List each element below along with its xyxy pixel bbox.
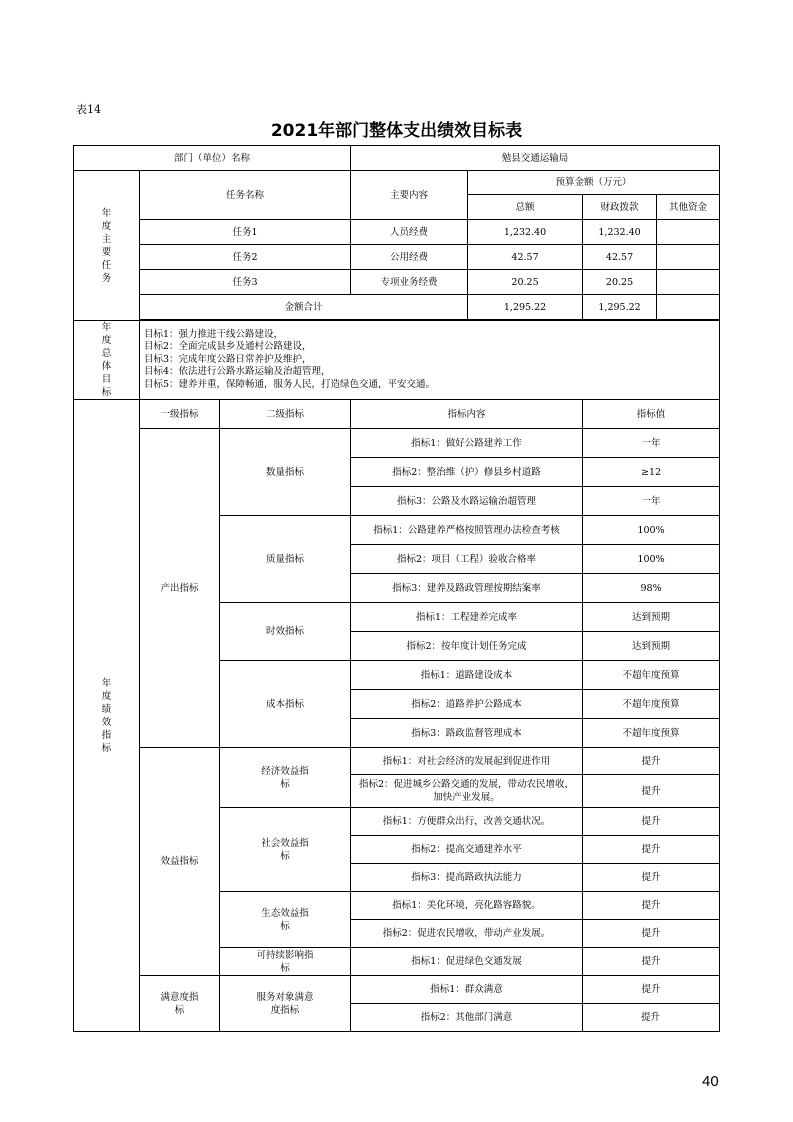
indicator-value: 提升 bbox=[583, 808, 720, 836]
goal-item: 目标3：完成年度公路日常养护及维护， bbox=[144, 353, 312, 365]
goal-item: 目标1：强力推进干线公路建设， bbox=[144, 328, 284, 340]
indicator-content: 指标3：提高路政执法能力 bbox=[351, 864, 583, 892]
indicator-value: 不超年度预算 bbox=[583, 719, 720, 748]
sum-label: 金额合计 bbox=[140, 295, 468, 320]
l2-social: 社会效益指标 bbox=[220, 808, 351, 892]
col-budget: 预算金额（万元） bbox=[468, 171, 720, 195]
indicator-value: 提升 bbox=[583, 836, 720, 864]
goals-section-label: 年度总体目标 bbox=[74, 321, 140, 400]
table-row bbox=[74, 245, 720, 270]
indicator-content: 指标2：道路养护公路成本 bbox=[351, 690, 583, 719]
task-fiscal: 42.57 bbox=[583, 245, 657, 270]
sum-total: 1,295.22 bbox=[468, 295, 583, 320]
task-other bbox=[657, 220, 720, 245]
dept-label: 部门（单位）名称 bbox=[74, 146, 351, 171]
indicator-content: 指标2：整治维（护）修县乡村道路 bbox=[351, 458, 583, 487]
indicator-value: 提升 bbox=[583, 775, 720, 808]
task-name: 任务1 bbox=[140, 220, 351, 245]
page-title: 2021年部门整体支出绩效目标表 bbox=[270, 121, 523, 141]
indicator-value: 不超年度预算 bbox=[583, 661, 720, 690]
table-row bbox=[74, 976, 720, 1004]
indicator-content: 指标1：工程建养完成率 bbox=[351, 603, 583, 632]
task-fiscal: 20.25 bbox=[583, 270, 657, 295]
goal-item: 目标5：建养并重，保障畅通，服务人民，打造绿色交通，平安交通。 bbox=[144, 378, 436, 390]
indicator-value: 一年 bbox=[583, 487, 720, 516]
indicator-value: 提升 bbox=[583, 748, 720, 775]
indicator-value: 达到预期 bbox=[583, 632, 720, 661]
col-task-name: 任务名称 bbox=[140, 171, 351, 220]
task-content: 公用经费 bbox=[351, 245, 468, 270]
col-indicator-value: 指标值 bbox=[583, 400, 720, 429]
indicator-value: 提升 bbox=[583, 948, 720, 976]
indicator-content: 指标2：按年度计划任务完成 bbox=[351, 632, 583, 661]
indicator-value: 一年 bbox=[583, 429, 720, 458]
indicator-content: 指标1：方便群众出行，改善交通状况。 bbox=[351, 808, 583, 836]
indicators-section-label: 年度绩效指标 bbox=[74, 400, 140, 1032]
indicator-value: 提升 bbox=[583, 976, 720, 1004]
l1-output: 产出指标 bbox=[140, 429, 220, 748]
table-row bbox=[74, 748, 720, 775]
indicator-value: 100% bbox=[583, 545, 720, 574]
indicator-value: 100% bbox=[583, 516, 720, 545]
sum-other bbox=[657, 295, 720, 320]
task-total: 1,232.40 bbox=[468, 220, 583, 245]
indicator-content: 指标1：做好公路建养工作 bbox=[351, 429, 583, 458]
l2-timeliness: 时效指标 bbox=[220, 603, 351, 661]
task-content: 专项业务经费 bbox=[351, 270, 468, 295]
l2-cost: 成本指标 bbox=[220, 661, 351, 748]
indicator-value: 达到预期 bbox=[583, 603, 720, 632]
indicator-content: 指标3：建养及路政管理按期结案率 bbox=[351, 574, 583, 603]
l2-sustain: 可持续影响指标 bbox=[220, 948, 351, 976]
indicator-content: 指标3：路政监督管理成本 bbox=[351, 719, 583, 748]
task-content: 人员经费 bbox=[351, 220, 468, 245]
col-indicator-content: 指标内容 bbox=[351, 400, 583, 429]
l2-quality: 质量指标 bbox=[220, 516, 351, 603]
indicator-value: 提升 bbox=[583, 920, 720, 948]
l1-satisfaction: 满意度指标 bbox=[140, 976, 220, 1032]
indicator-content: 指标2：促进城乡公路交通的发展，带动农民增收，加快产业发展。 bbox=[351, 775, 583, 808]
indicator-content: 指标1：群众满意 bbox=[351, 976, 583, 1004]
task-name: 任务3 bbox=[140, 270, 351, 295]
tasks-section-label: 年度主要任务 bbox=[74, 171, 140, 321]
page-number: 40 bbox=[702, 1073, 719, 1090]
indicator-content: 指标3：公路及水路运输治超管理 bbox=[351, 487, 583, 516]
dept-value: 勉县交通运输局 bbox=[351, 146, 720, 171]
task-total: 42.57 bbox=[468, 245, 583, 270]
performance-target-table bbox=[73, 145, 720, 1032]
l1-benefit: 效益指标 bbox=[140, 748, 220, 976]
indicator-content: 指标2：其他部门满意 bbox=[351, 1004, 583, 1032]
goals-text bbox=[140, 321, 720, 400]
task-name: 任务2 bbox=[140, 245, 351, 270]
col-other: 其他资金 bbox=[657, 195, 720, 220]
table-number-label: 表14 bbox=[76, 103, 101, 116]
indicator-value: 98% bbox=[583, 574, 720, 603]
task-other bbox=[657, 245, 720, 270]
indicator-content: 指标1：促进绿色交通发展 bbox=[351, 948, 583, 976]
sum-fiscal: 1,295.22 bbox=[583, 295, 657, 320]
col-level2: 二级指标 bbox=[220, 400, 351, 429]
indicator-value: ≥12 bbox=[583, 458, 720, 487]
indicator-value: 提升 bbox=[583, 1004, 720, 1032]
col-main-content: 主要内容 bbox=[351, 171, 468, 220]
indicator-content: 指标1：对社会经济的发展起到促进作用 bbox=[351, 748, 583, 775]
l2-eco: 生态效益指标 bbox=[220, 892, 351, 948]
goal-item: 目标2：全面完成县乡及通村公路建设， bbox=[144, 341, 312, 353]
sum-row bbox=[74, 295, 720, 320]
indicator-value: 提升 bbox=[583, 864, 720, 892]
indicator-content: 指标2：项目（工程）验收合格率 bbox=[351, 545, 583, 574]
indicator-content: 指标1：道路建设成本 bbox=[351, 661, 583, 690]
table-row bbox=[74, 220, 720, 245]
indicator-content: 指标2：促进农民增收，带动产业发展。 bbox=[351, 920, 583, 948]
indicator-content: 指标2：提高交通建养水平 bbox=[351, 836, 583, 864]
task-fiscal: 1,232.40 bbox=[583, 220, 657, 245]
indicator-content: 指标1：公路建养严格按照管理办法检查考核 bbox=[351, 516, 583, 545]
indicator-value: 提升 bbox=[583, 892, 720, 920]
l2-quantity: 数量指标 bbox=[220, 429, 351, 516]
indicator-value: 不超年度预算 bbox=[583, 690, 720, 719]
table-row bbox=[74, 270, 720, 295]
col-fiscal: 财政拨款 bbox=[583, 195, 657, 220]
task-total: 20.25 bbox=[468, 270, 583, 295]
col-total: 总额 bbox=[468, 195, 583, 220]
l2-economic: 经济效益指标 bbox=[220, 748, 351, 808]
l2-service: 服务对象满意度指标 bbox=[220, 976, 351, 1032]
col-level1: 一级指标 bbox=[140, 400, 220, 429]
task-other bbox=[657, 270, 720, 295]
indicator-content: 指标1：美化环境，亮化路容路貌。 bbox=[351, 892, 583, 920]
goal-item: 目标4：依法进行公路水路运输及治超管理， bbox=[144, 366, 331, 378]
table-row bbox=[74, 429, 720, 458]
